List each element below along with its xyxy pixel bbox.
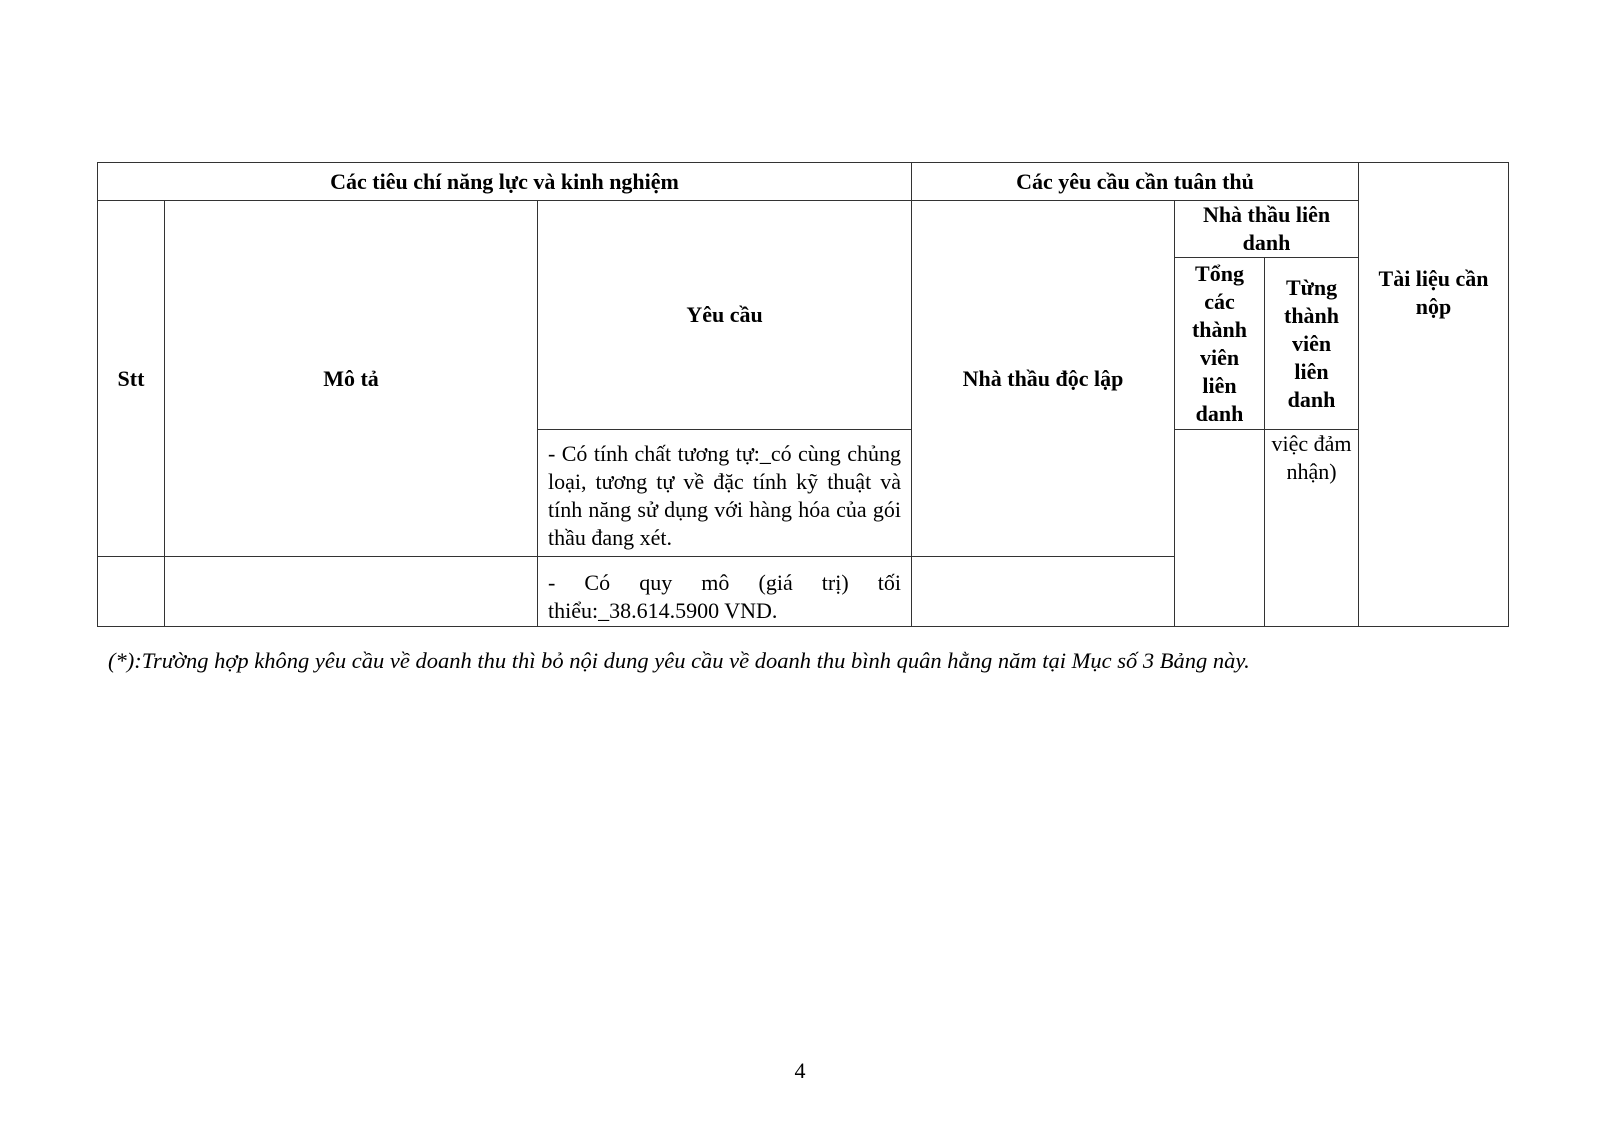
col-header-description: Mô tả: [165, 201, 538, 557]
col-header-jv-total-members: Tổng các thành viên liên danh: [1175, 258, 1265, 430]
col-header-independent-contractor: Nhà thầu độc lập: [912, 201, 1175, 557]
page-number: 4: [794, 1058, 806, 1083]
jv-each-cell: việc đảm nhận): [1265, 430, 1359, 627]
col-header-requirement: Yêu cầu: [538, 201, 912, 430]
group-header-criteria: Các tiêu chí năng lực và kinh nghiệm: [98, 163, 912, 201]
criteria-table: [97, 162, 1509, 627]
independent-contractor-cell: [912, 557, 1175, 627]
stt-cell: [98, 557, 165, 627]
description-cell: [165, 557, 538, 627]
requirement-similar-nature: - Có tính chất tương tự:_có cùng chủng loại, tương tự về đặc tính kỹ thuật và tính năng sử dụng với hàng hóa của gói thầu đang xét.: [538, 430, 912, 557]
group-header-compliance: Các yêu cầu cần tuân thủ: [912, 163, 1359, 201]
jv-total-cell: [1175, 430, 1265, 627]
col-header-stt: Stt: [98, 201, 165, 557]
footnote: (*):Trường hợp không yêu cầu về doanh thu thì bỏ nội dung yêu cầu về doanh thu bình quân hằng năm tại Mục số 3 Bảng này.: [108, 648, 1250, 673]
col-header-joint-venture: Nhà thầu liên danh: [1175, 201, 1359, 258]
col-header-documents: Tài liệu cần nộp: [1359, 163, 1509, 627]
col-header-jv-each-member: Từng thành viên liên danh: [1265, 258, 1359, 430]
requirement-minimum-scale: - Có quy mô (giá trị) tối thiểu:_38.614.5900 VND.: [538, 557, 912, 627]
